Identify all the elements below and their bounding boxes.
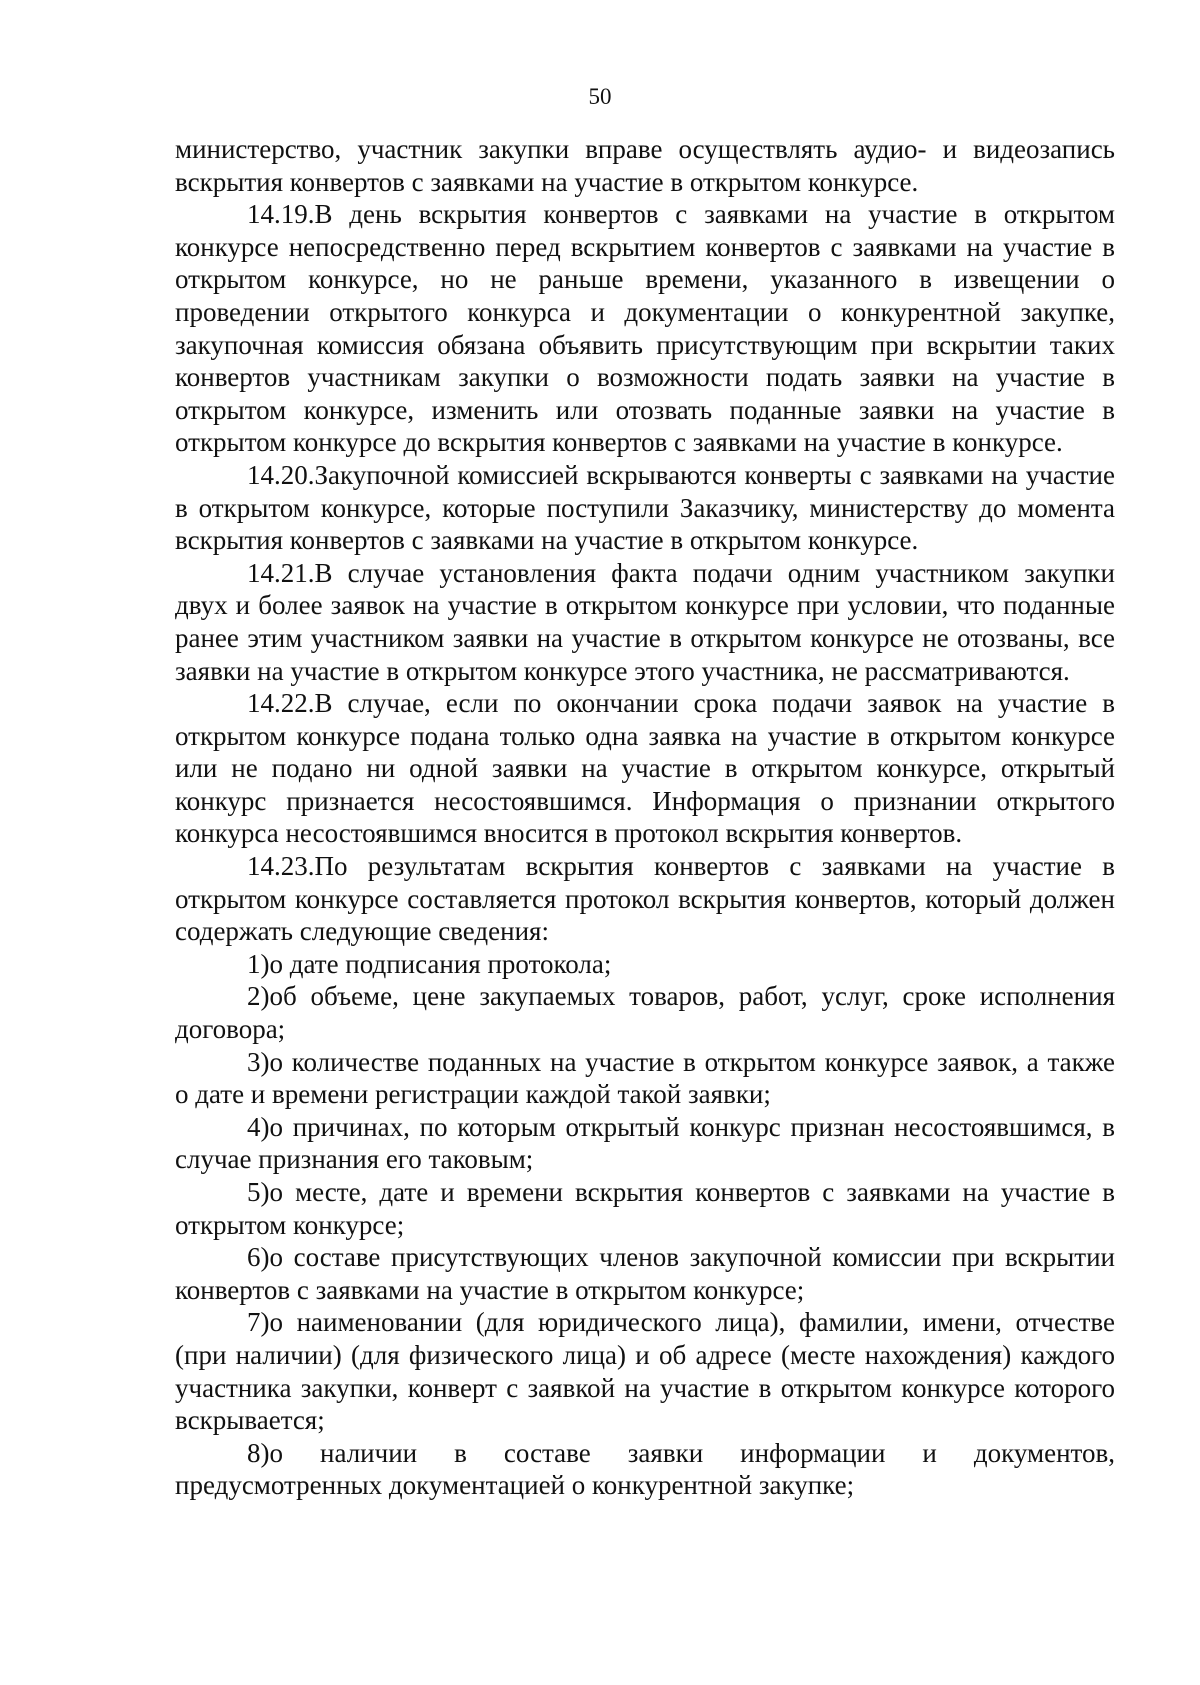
paragraph-14-20: 14.20.Закупочной комиссией вскрываются конверты с заявками на участие в открытом конкурсе, которые поступили Заказчику, министерству до момента вскрытия конвертов с заявками на участие в открытом конкурсе. [175,459,1115,556]
list-item [175,1176,1115,1241]
list-item [175,1306,1115,1436]
list-item-text: о количестве поданных на участие в открытом конкурсе заявок, а также о дате и времени регистрации каждой такой заявки; [175,1046,1115,1110]
list-item-number: 2) [247,981,270,1012]
paragraph-14-21: 14.21.В случае установления факта подачи одним участником закупки двух и более заявок на участие в открытом конкурсе при условии, что поданные ранее этим участником заявки на участие в открытом конкурсе не отозваны, все заявки на участие в открытом конкурсе этого участника, не рассматриваются. [175,557,1115,686]
list-item [175,1437,1115,1502]
page-number: 50 [588,84,612,109]
list-item-number: 5) [247,1177,270,1207]
paragraph-14-22: 14.22.В случае, если по окончании срока подачи заявок на участие в открытом конкурсе подана только одна заявка на участие в открытом конкурсе или не подано ни одной заявки на участие в открытом конкурсе, открытый конкурс признается несостоявшимся. Информация о признании открытого конкурса несостоявшимся вносится в протокол вскрытия конвертов. [175,688,1115,849]
list-item-number: 8) [247,1437,270,1468]
list-item [175,1111,1115,1176]
list-item-text: о дате подписания протокола; [269,948,612,979]
paragraph-14-19: 14.19.В день вскрытия конвертов с заявками на участие в открытом конкурсе непосредственно перед вскрытием конвертов с заявками на участие в открытом конкурсе, но не раньше времени, указанного в извещении о проведении открытого конкурса и документации о конкурентной закупке, закупочная комиссия обязана объявить присутствующим при вскрытии таких конвертов участникам закупки о возможности подать заявки на участие в открытом конкурсе, изменить или отозвать поданные заявки на участие в открытом конкурсе до вскрытия конвертов с заявками на участие в конкурсе. [175,199,1115,458]
list-item-text: о месте, дате и времени вскрытия конвертов с заявками на участие в открытом конкурсе; [175,1177,1115,1240]
document-body [175,133,1115,1502]
list-item-number: 7) [247,1307,270,1338]
list-item-text: о наличии в составе заявки информации и документов, предусмотренных документацией о конкурентной закупке; [175,1437,1115,1501]
paragraph-14-23: 14.23.По результатам вскрытия конвертов с заявками на участие в открытом конкурсе составляется протокол вскрытия конвертов, который должен содержать следующие сведения: [175,851,1115,947]
numbered-list [175,948,1115,1502]
list-item-number: 3) [247,1046,270,1077]
paragraph-continuation: министерство, участник закупки вправе осуществлять аудио- и видеозапись вскрытия конвертов с заявками на участие в открытом конкурсе. [175,134,1115,197]
list-item-text: о наименовании (для юридического лица), фамилии, имени, отчестве (при наличии) (для физического лица) и об адресе (месте нахождения) каждого участника закупки, конверт с заявкой на участие в открытом конкурсе которого вскрывается; [175,1307,1115,1436]
list-item [175,948,1115,981]
list-item-text: о причинах, по которым открытый конкурс признан несостоявшимся, в случае признания его таковым; [175,1111,1115,1175]
list-item [175,1241,1115,1306]
list-item-number: 4) [247,1111,270,1142]
list-item-number: 1) [247,948,270,979]
list-item-text: о составе присутствующих членов закупочной комиссии при вскрытии конвертов с заявками на участие в открытом конкурсе; [175,1242,1115,1305]
list-item-text: об объеме, цене закупаемых товаров, работ, услуг, сроке исполнения договора; [175,981,1115,1045]
list-item [175,980,1115,1045]
list-item-number: 6) [247,1242,270,1273]
list-item [175,1046,1115,1111]
